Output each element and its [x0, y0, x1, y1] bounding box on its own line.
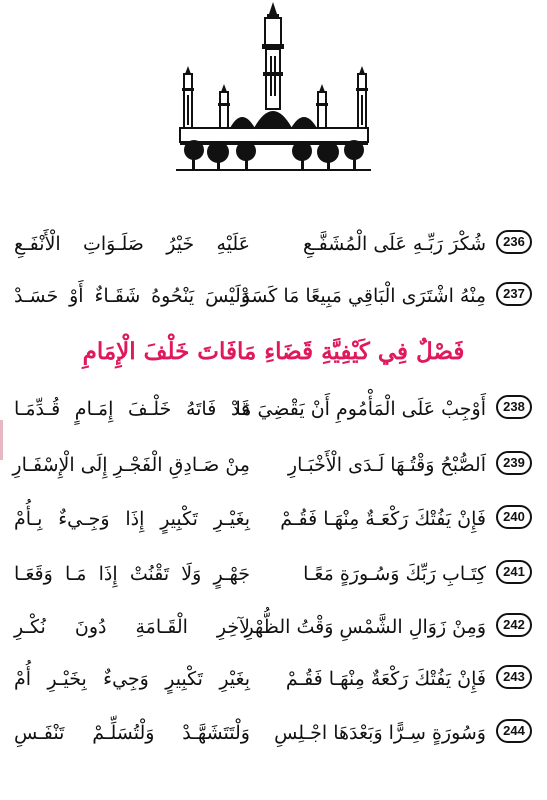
verse-first-hemistich: شُكْرَ رَبِّـهِ عَلَى الْمُشَفَّـعِ [303, 233, 486, 255]
verse-number-badge: 237 [496, 282, 532, 306]
verse-second-hemistich: بِغَيْرِ تَكْبِيرٍ وَجِيءٌ بِخَيْـرِ أُمْ [14, 668, 250, 690]
page-edge-mark [0, 420, 3, 460]
verse-number-badge: 239 [496, 451, 532, 475]
verse-second-hemistich: وَلْتَتَشَهَّـدْ وَلْتُسَلِّـمْ تَنْفَـسِ [14, 722, 250, 744]
verse-second-hemistich: عَلَيْهِ خَيْرُ صَلَـوَاتِ الْأَنْفَـعِ [14, 233, 250, 255]
verse-first-hemistich: فَإِنْ يَفُتْكَ رَكْعَةٌ مِنْهَـا فَقُـمْ [285, 668, 486, 690]
section-heading: فَصْلٌ فِي كَيْفِيَّةِ قَضَاءِ مَافَاتَ خَلْفَ الْإِمَامِ [82, 338, 465, 365]
verse-first-hemistich: وَمِنْ زَوَالِ الشَّمْسِ وَقْتُ الظُّهْرِ [244, 616, 486, 638]
verse-row-240 [14, 499, 532, 539]
verse-row-239 [14, 445, 532, 485]
verse-row-237 [14, 276, 532, 316]
verse-second-hemistich: بِغَيْـرِ تَكْبِيرٍ إِذَا وَجِـيءٌ بِـأُمْ [14, 508, 250, 530]
verse-second-hemistich: لِآخِرِ الْقَـامَةِ دُونَ نُكْـرِ [14, 616, 250, 638]
verse-first-hemistich: مِنْهُ اشْتَرَى الْبَاقِي مَبِيعًا مَا كَسَدْ [241, 285, 486, 307]
verse-number-badge: 242 [496, 613, 532, 637]
verse-number-badge: 241 [496, 560, 532, 584]
verse-second-hemistich: قَدْ فَاتَهُ خَلْـفَ إِمَـامٍ قُـدِّمَـا [14, 398, 250, 420]
verse-first-hemistich: كِتَـابِ رَبِّكَ وَسُـورَةٍ مَعًـا [303, 563, 486, 585]
verse-second-hemistich: مِنْ صَـادِقِ الْفَجْـرِ إِلَى الْإِسْفَـارِ [12, 454, 250, 476]
verse-row-236 [14, 224, 532, 264]
verse-second-hemistich: وَلَيْسَ يَنْحُوهُ شَقَـاءٌ أَوْ حَسَـدْ [14, 285, 250, 307]
verse-row-244 [14, 713, 532, 753]
verse-row-238 [14, 389, 532, 429]
verse-row-241 [14, 554, 532, 594]
verse-number-badge: 238 [496, 395, 532, 419]
verse-number-badge: 240 [496, 505, 532, 529]
verse-first-hemistich: فَإِنْ يَفُتْكَ رَكْعَـةٌ مِنْهَـا فَقُـمْ [280, 508, 486, 530]
verse-first-hemistich: وَسُورَةٍ سِـرًّا وَبَعْدَهَا اجْـلِسِ [274, 722, 486, 744]
verse-number-badge: 236 [496, 230, 532, 254]
mosque-illustration [176, 0, 371, 172]
verse-first-hemistich: اَلصُّبْحُ وَقْتُـهَا لَـدَى الْأَخْبَـارِ [287, 454, 486, 476]
verse-number-badge: 244 [496, 719, 532, 743]
verse-number-badge: 243 [496, 665, 532, 689]
verse-second-hemistich: جَهْـرٍ وَلَا تَقْنُتْ إِذَا مَـا وَقَعَـا [14, 563, 250, 585]
verse-row-243 [14, 659, 532, 699]
verse-first-hemistich: أَوْجِبْ عَلَى الْمَأْمُومِ أَنْ يَقْضِيَ مَا [235, 398, 486, 420]
verse-row-242 [14, 607, 532, 647]
